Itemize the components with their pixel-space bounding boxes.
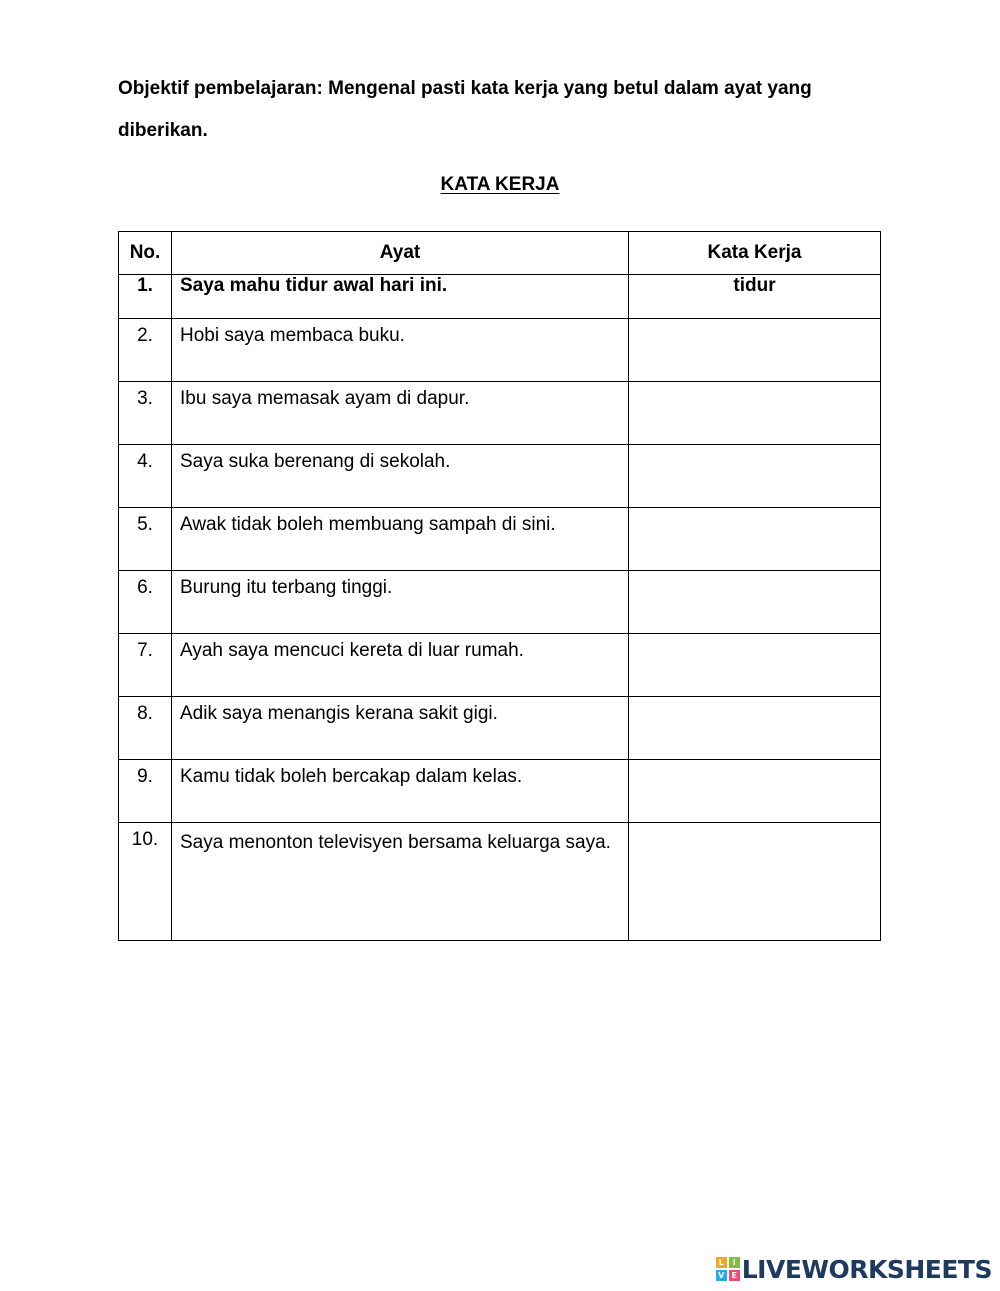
sentence: Saya suka berenang di sekolah. [172, 445, 629, 508]
row-number: 2. [119, 319, 172, 382]
logo-block: E [729, 1270, 740, 1281]
row-number: 5. [119, 508, 172, 571]
row-number: 7. [119, 634, 172, 697]
table-row [119, 760, 881, 823]
answer-box[interactable] [629, 508, 881, 571]
answer-box[interactable] [629, 697, 881, 760]
answer-box[interactable] [629, 445, 881, 508]
answer-box[interactable] [629, 319, 881, 382]
header-ayat: Ayat [172, 232, 629, 275]
sentence: Burung itu terbang tinggi. [172, 571, 629, 634]
table-row [119, 823, 881, 941]
verb-worksheet-table [118, 231, 881, 941]
table-row [119, 571, 881, 634]
header-no: No. [119, 232, 172, 275]
table-row [119, 319, 881, 382]
table-row [119, 382, 881, 445]
liveworksheets-logo [716, 1255, 992, 1283]
example-row [119, 275, 881, 319]
table-row [119, 508, 881, 571]
row-number: 3. [119, 382, 172, 445]
table-row [119, 634, 881, 697]
sentence: Saya mahu tidur awal hari ini. [172, 275, 629, 319]
learning-objective: Objektif pembelajaran: Mengenal pasti kata kerja yang betul dalam ayat yang diberikan. [118, 78, 812, 141]
logo-block: L [716, 1257, 727, 1268]
row-number: 6. [119, 571, 172, 634]
sentence: Ayah saya mencuci kereta di luar rumah. [172, 634, 629, 697]
logo-mark-icon [716, 1257, 740, 1281]
row-number: 9. [119, 760, 172, 823]
answer-box[interactable] [629, 760, 881, 823]
answer-box[interactable] [629, 634, 881, 697]
logo-block: V [716, 1270, 727, 1281]
header-kata-kerja: Kata Kerja [629, 232, 881, 275]
logo-wordmark: LIVEWORKSHEETS [741, 1254, 992, 1284]
answer-box[interactable] [629, 382, 881, 445]
sentence: Hobi saya membaca buku. [172, 319, 629, 382]
row-number: 10. [119, 823, 172, 941]
sentence: Ibu saya memasak ayam di dapur. [172, 382, 629, 445]
row-number: 1. [119, 275, 172, 319]
logo-block: I [729, 1257, 740, 1268]
sentence: Awak tidak boleh membuang sampah di sini. [172, 508, 629, 571]
table-row [119, 697, 881, 760]
sentence-text: Saya menonton televisyen bersama keluarga saya. [180, 832, 611, 853]
sentence: Adik saya menangis kerana sakit gigi. [172, 697, 629, 760]
sentence: Kamu tidak boleh bercakap dalam kelas. [172, 760, 629, 823]
row-number: 8. [119, 697, 172, 760]
sentence [172, 823, 629, 941]
table-row [119, 445, 881, 508]
table-header-row [119, 232, 881, 275]
answer-box[interactable] [629, 571, 881, 634]
answer-box[interactable] [629, 823, 881, 941]
example-answer: tidur [629, 275, 881, 319]
worksheet-heading: KATA KERJA [440, 174, 560, 195]
row-number: 4. [119, 445, 172, 508]
